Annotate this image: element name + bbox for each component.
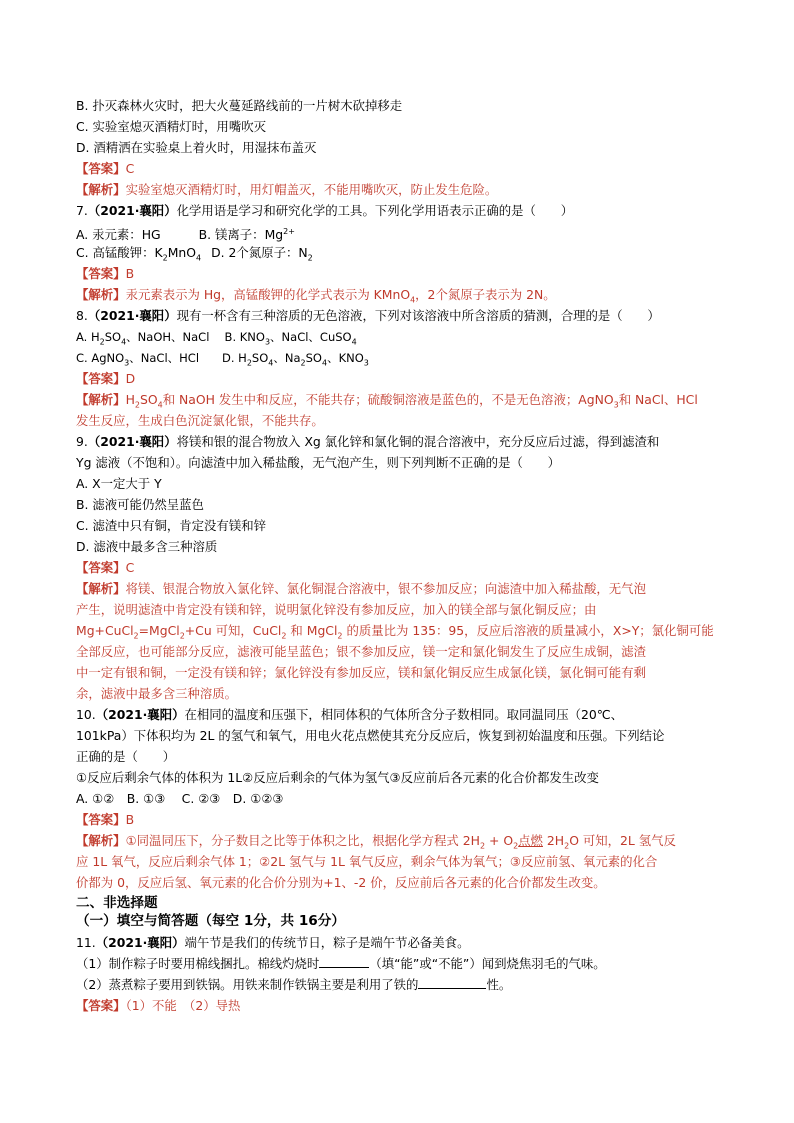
question-text: 端午节是我们的传统节日，粽子是端午节必备美食。 [184,935,470,950]
q9-option-b: B. 滤液可能仍然呈蓝色 [76,497,204,512]
question-text: 现有一杯含有三种溶质的无色溶液，下列对该溶液中所含溶质的猜测，合理的是（ ） [176,308,660,323]
option-b: B. 镁离子：$Mg^{2+}$ [198,227,295,243]
q9-answer [76,559,726,577]
q9-stem-line2: Yg 滤液（不饱和）。向滤渣中加入稀盐酸，无气泡产生，则下列判断不正确的是（ ） [76,455,561,470]
q9-analysis-line1: 【解析】将镁、银混合物放入氯化锌、氯化铜混合溶液中，银不参加反应；向滤渣中加入稀盐酸，无气泡 [76,581,646,596]
q10-analysis-line3: 价都为 0，反应后氢、氧元素的化合价分别为+1、-2 价，反应前后各元素的化合价都发生改变。 [76,875,606,890]
q6-answer [76,160,726,178]
answer-tag: 【答案】 [76,812,126,827]
question-text: 在相同的温度和压强下，相同体积的气体所含分子数相同。取同温同压（20℃、 [184,707,624,722]
analysis-tag: 【解析】 [76,833,126,848]
q6-option-d: D. 酒精洒在实验桌上着火时，用湿抹布盖灭 [76,140,317,155]
option-a: A. 汞元素：HG [76,227,161,243]
q10-statements: ①反应后剩余气体的体积为 1L②反应后剩余的气体为氢气③反应前后各元素的化合价都发生改变 [76,770,599,785]
q11-stem [76,934,726,952]
q8-answer [76,370,726,388]
q9-analysis-line3: Mg+CuCl$_2$=MgCl$_2$+Cu 可知，CuCl$_2$ 和 MgCl$_2$ 的质量比为 135：95，反应后溶液的质量减小，X>Y；氯化铜可能 [76,623,714,641]
answer-tag: 【答案】 [76,998,126,1013]
analysis-tag: 【解析】 [76,287,126,302]
reaction-condition: 点燃 [518,833,543,848]
option-d: D. 2个氮原子：$N_2$ [211,245,313,263]
q9-analysis-line6: 余，滤液中最多含三种溶质。 [76,686,238,701]
q10-stem-line1 [76,706,726,724]
q10-stem-line2: 101kPa）下体积均为 2L 的氢气和氧气，用电火花点燃使其充分反应后，恢复到初始温度和压强。下列结论 [76,728,665,743]
q9-option-d: D. 滤液中最多含三种溶质 [76,539,218,554]
q10-answer [76,811,726,829]
answer-tag: 【答案】 [76,161,126,176]
q9-option-c: C. 滤渣中只有铜，肯定没有镁和锌 [76,518,266,533]
q11-sub1: （1）制作粽子时要用棉线捆扎。棉线灼烧时 （填“能”或“不能”）闻到烧焦羽毛的气味。 [76,956,606,971]
question-text: 化学用语是学习和研究化学的工具。下列化学用语表示正确的是（ ） [176,203,574,218]
q10-stem-line3: 正确的是（ ） [76,749,176,764]
question-text: 将镁和银的混合物放入 Xg 氯化锌和氯化铜的混合溶液中，充分反应后过滤，得到滤渣和 [176,434,660,449]
question-number: 8. [76,308,88,323]
question-number: 9. [76,434,88,449]
q7-options-cd [76,244,726,267]
section-subtitle: （一）填空与简答题（每空 1分，共 16分） [76,913,345,929]
question-source: （2021·襄阳） [87,203,177,218]
question-source: （2021·襄阳） [95,707,185,722]
question-source: （2021·襄阳） [87,308,177,323]
question-source: （2021·襄阳） [87,434,177,449]
question-number: 11. [76,935,96,950]
q10-analysis-line1: 【解析】①同温同压下，分子数目之比等于体积之比，根据化学方程式 $2H_2 + O_2$点燃 $2H_2O$ 可知，2L 氢气反 [76,833,676,851]
answer-blank[interactable] [319,955,369,968]
q9-option-a: A. X一定大于 Y [76,476,162,491]
option-c: C. 高锰酸钾：$K_2MnO_4$ [76,245,202,263]
answer-value: C [125,560,135,575]
q9-stem-line1 [76,433,726,451]
q7-analysis: 【解析】汞元素表示为 Hg，高锰酸钾的化学式表示为 KMnO$_4$，2个氮原子表示为 2N。 [76,287,556,305]
q8-analysis-line1: 【解析】$H_2SO_4$和 NaOH 发生中和反应，不能共存；硫酸铜溶液是蓝色的，不是无色溶液；AgNO$_3$和 NaCl、HCl [76,392,698,410]
answer-value: B [125,812,135,827]
answer-tag: 【答案】 [76,560,126,575]
q7-options-ab [76,223,726,244]
answer-value: （1）不能 （2）导热 [125,998,241,1013]
q7-stem [76,202,726,220]
question-number: 7. [76,203,88,218]
q8-options-ab: A. $H_2SO_4$、NaOH、NaCl B. $KNO_3$、NaCl、CuSO$_4$ [76,330,357,347]
analysis-text: 实验室熄灭酒精灯时，用灯帽盖灭，不能用嘴吹灭，防止发生危险。 [125,182,498,197]
analysis-tag: 【解析】 [76,581,126,596]
question-source: （2021·襄阳） [95,935,185,950]
q9-analysis-line2: 产生，说明滤渣中肯定没有镁和锌，说明氯化锌没有参加反应，加入的镁全部与氯化铜反应；由 [76,602,597,617]
section-title: 二、非选择题 [76,895,158,911]
answer-value: B [125,266,135,281]
answer-value: D [125,371,136,386]
q7-answer [76,265,726,283]
analysis-tag: 【解析】 [76,392,126,407]
q6-option-c: C. 实验室熄灭酒精灯时，用嘴吹灭 [76,119,266,134]
q11-sub2: （2）蒸煮粽子要用到铁锅。用铁来制作铁锅主要是利用了铁的 性。 [76,977,512,992]
answer-blank[interactable] [418,976,486,989]
q8-stem [76,307,726,325]
q8-analysis-line2: 发生反应，生成白色沉淀氯化银，不能共存。 [76,413,324,428]
q6-analysis [76,181,726,199]
q11-answer [76,997,726,1015]
q10-options: A. ①② B. ①③ C. ②③ D. ①②③ [76,791,284,806]
q8-options-cd: C. AgNO$_3$、NaCl、HCl D. $H_2SO_4$、$Na_2SO_4$、$KNO_3$ [76,351,369,368]
answer-tag: 【答案】 [76,371,126,386]
analysis-tag: 【解析】 [76,182,126,197]
answer-tag: 【答案】 [76,266,126,281]
question-number: 10. [76,707,96,722]
q9-analysis-line4: 全部反应，也可能部分反应，滤液可能呈蓝色；银不参加反应，镁一定和氯化铜发生了反应生成铜，滤渣 [76,644,646,659]
q6-option-b: B. 扑灭森林火灾时，把大火蔓延路线前的一片树木砍掉移走 [76,98,403,113]
q10-analysis-line2: 应 1L 氧气，反应后剩余气体 1；②2L 氢气与 1L 氧气反应，剩余气体为氧气；③反应前氢、氧元素的化合 [76,854,658,869]
answer-value: C [125,161,135,176]
q9-analysis-line5: 中一定有银和铜，一定没有镁和锌；氯化锌没有参加反应，镁和氯化铜反应生成氯化镁，氯化铜可能有剩 [76,665,646,680]
